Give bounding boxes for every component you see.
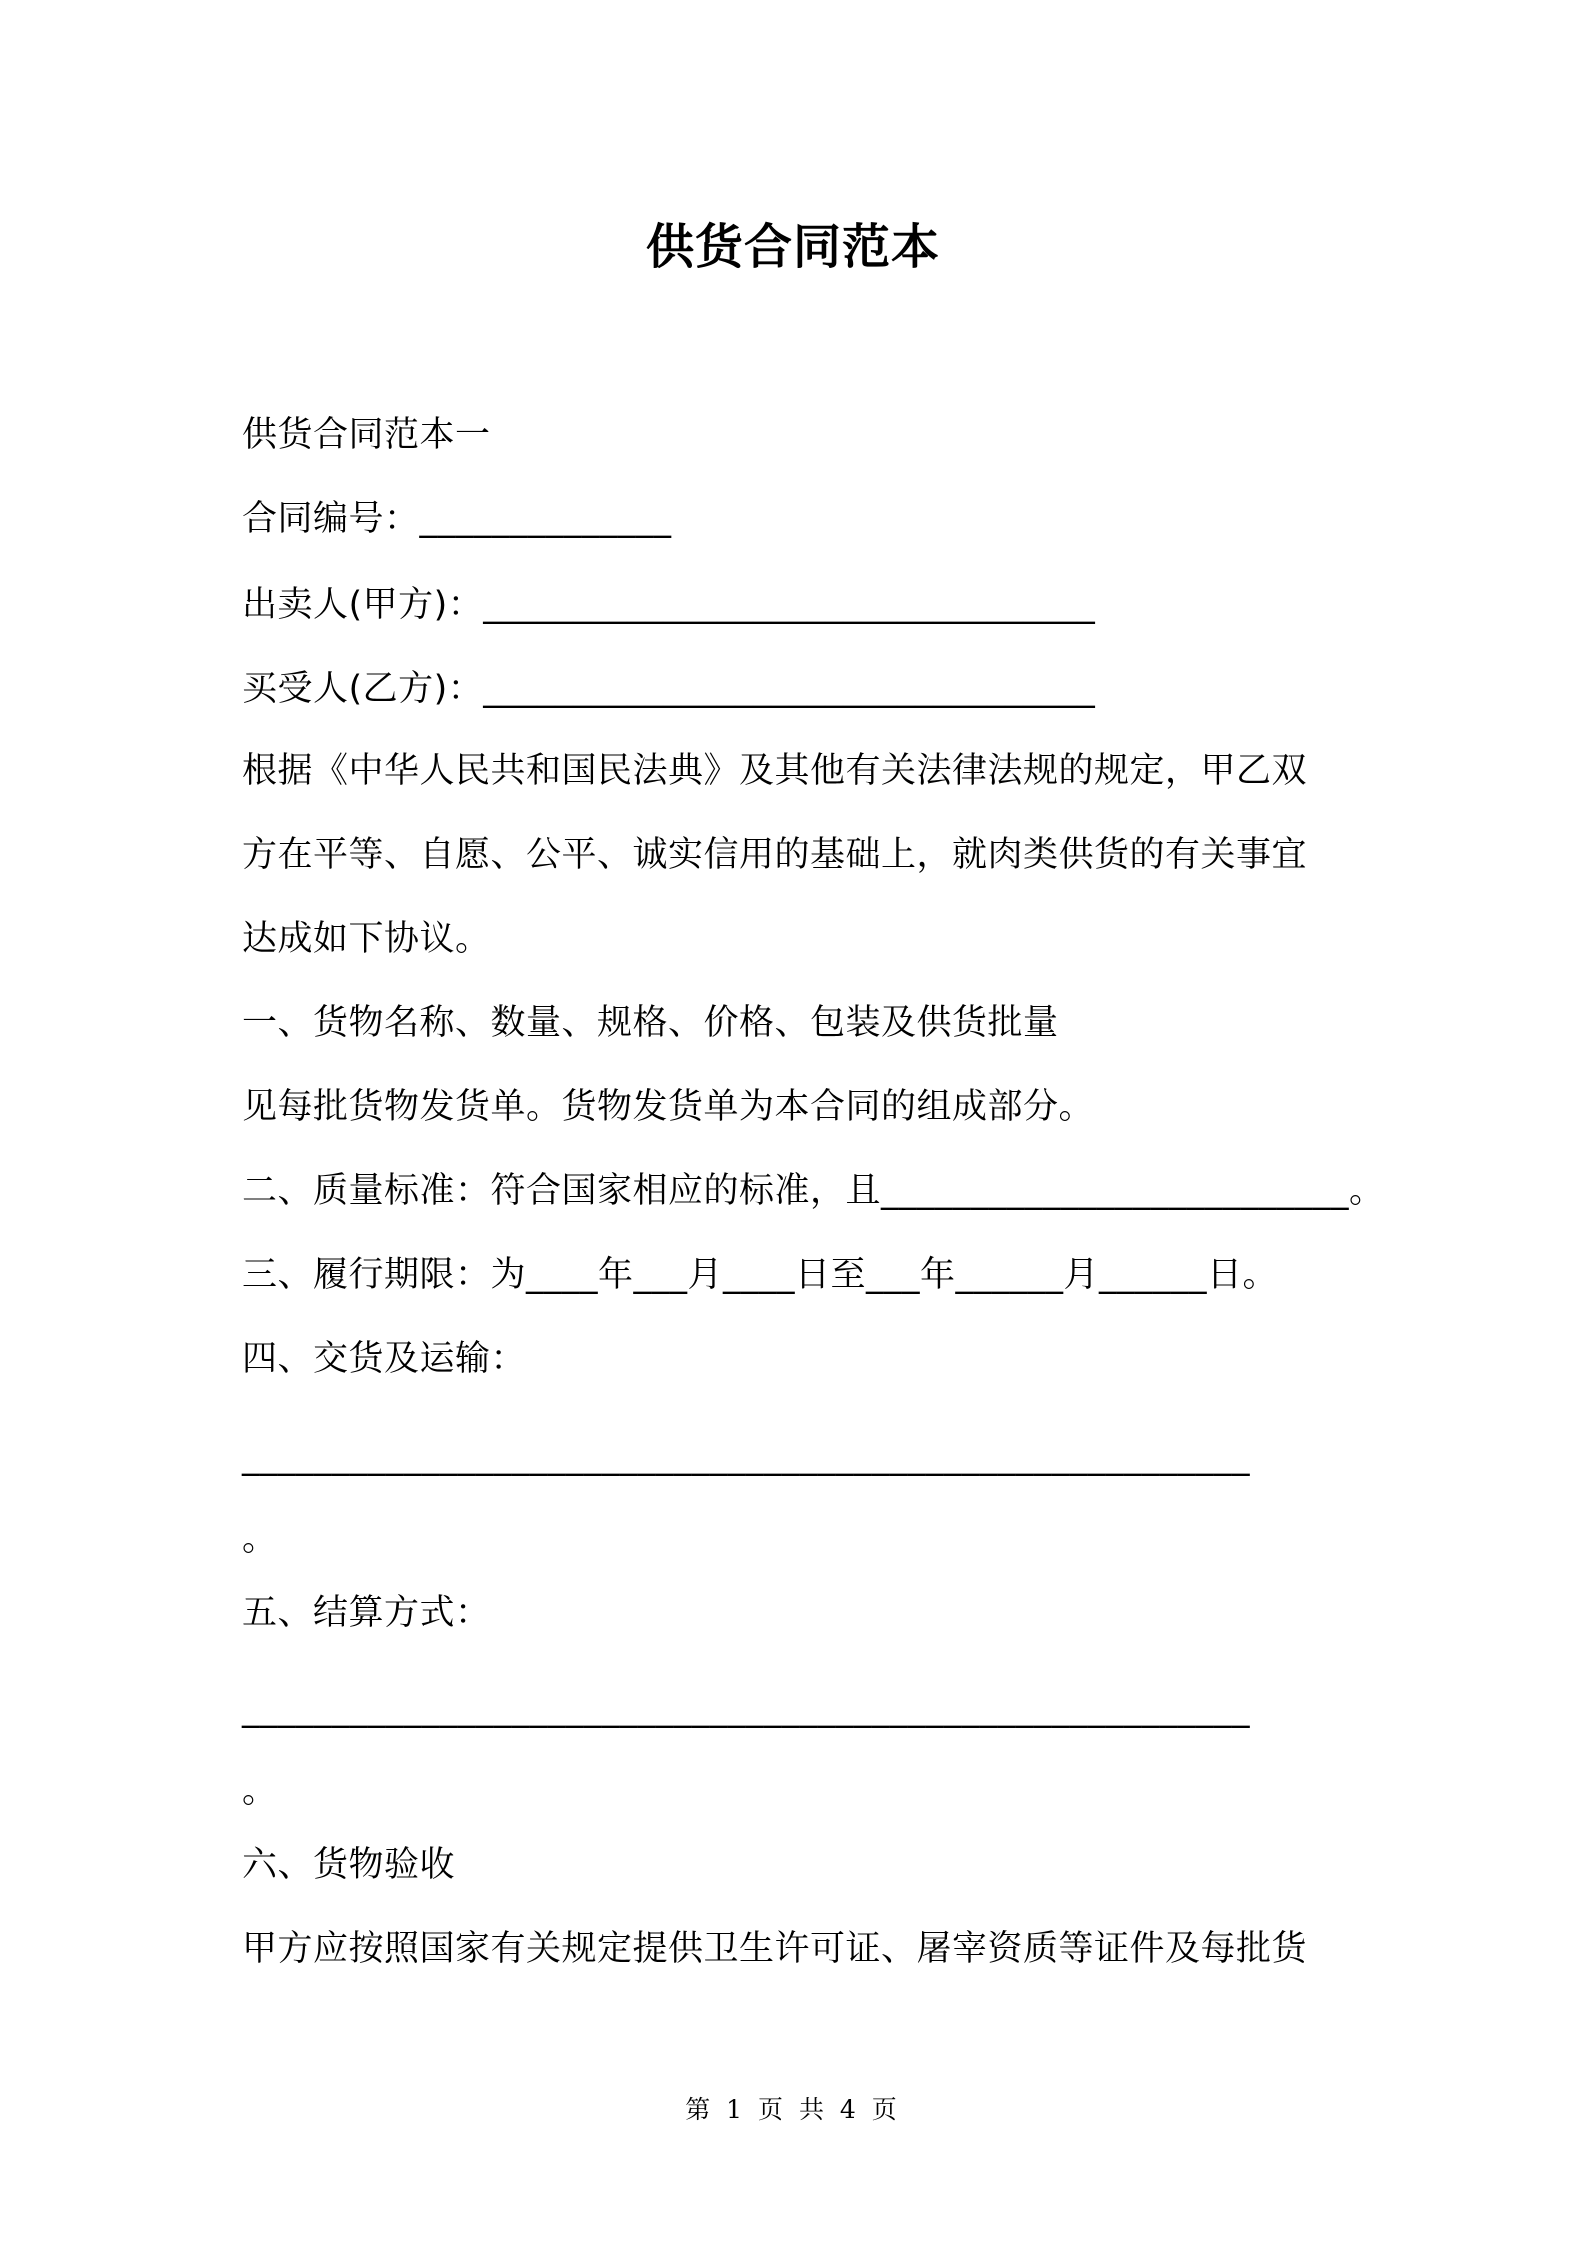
- preamble-line-2: 方在平等、自愿、公平、诚实信用的基础上，就肉类供货的有关事宜: [242, 835, 1308, 875]
- page-footer: 第 1 页 共 4 页: [685, 2095, 901, 2124]
- page-title: 供货合同范本: [645, 219, 940, 275]
- clause-1-heading: 一、货物名称、数量、规格、价格、包装及供货批量: [242, 1003, 1059, 1043]
- clause-5-heading: 五、结算方式：: [242, 1593, 491, 1633]
- clause-4-blank: ________________________________________________________: [242, 1437, 1250, 1477]
- clause-1-text: 见每批货物发货单。货物发货单为本合同的组成部分。: [242, 1087, 1095, 1127]
- clause-2-text: 二、质量标准：符合国家相应的标准，且__________________________。: [242, 1171, 1385, 1211]
- clause-3-text: 三、履行期限：为____年___月____日至___年______月______日。: [242, 1255, 1279, 1295]
- clause-6-heading: 六、货物验收: [242, 1845, 456, 1885]
- buyer-line: 买受人(乙方)：__________________________________: [242, 669, 1096, 709]
- clause-5-end-mark: 。: [242, 1771, 278, 1811]
- contract-number-line: 合同编号：______________: [242, 499, 672, 539]
- preamble-line-3: 达成如下协议。: [242, 919, 491, 959]
- clause-4-end-mark: 。: [242, 1519, 278, 1559]
- clause-4-heading: 四、交货及运输：: [242, 1339, 527, 1379]
- seller-line: 出卖人(甲方)：__________________________________: [242, 585, 1096, 625]
- clause-5-blank: ________________________________________________________: [242, 1689, 1250, 1729]
- preamble-line-1: 根据《中华人民共和国民法典》及其他有关法律法规的规定，甲乙双: [242, 751, 1308, 791]
- clause-6-text: 甲方应按照国家有关规定提供卫生许可证、屠宰资质等证件及每批货: [242, 1929, 1308, 1969]
- section-subtitle: 供货合同范本一: [242, 415, 491, 455]
